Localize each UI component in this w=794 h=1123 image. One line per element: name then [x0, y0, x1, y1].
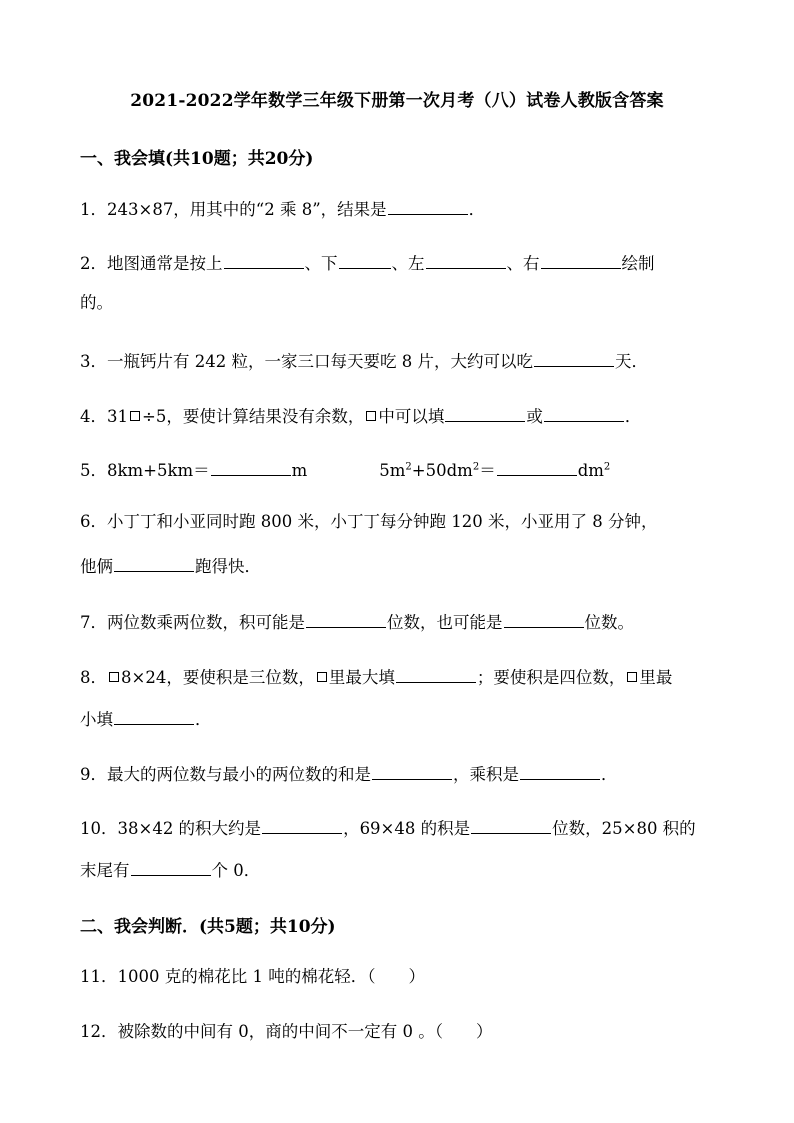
answer-blank[interactable] [114, 553, 194, 572]
question-8-text-d: ；要使积是四位数， [476, 668, 626, 687]
superscript: 2 [603, 461, 611, 473]
answer-blank[interactable] [396, 664, 476, 683]
square-placeholder-icon [109, 672, 119, 682]
question-7-text-b: 位数，也可能是 [387, 613, 503, 632]
answer-blank[interactable] [211, 457, 291, 476]
question-6-line1: 6．小丁丁和小亚同时跑 800 米，小丁丁每分钟跑 120 米，小亚用了 8 分钟， [80, 512, 658, 531]
question-5-text-d: +50dm [411, 461, 473, 480]
square-placeholder-icon [130, 411, 140, 421]
question-8-line2 [80, 706, 212, 731]
question-10-text-d: 末尾有 [80, 861, 130, 880]
question-7-text-a: 7．两位数乘两位数，积可能是 [80, 613, 305, 632]
question-5-text-c: 5m [379, 461, 406, 480]
question-8-text-c: 里最大填 [328, 668, 395, 687]
square-placeholder-icon [317, 672, 327, 682]
answer-blank[interactable] [544, 403, 624, 422]
answer-blank[interactable] [131, 857, 211, 876]
question-2-text-e: 绘制 [621, 254, 655, 273]
answer-blank[interactable] [372, 761, 452, 780]
question-11: 11．1000 克的棉花比 1 吨的棉花轻．（ ） [80, 967, 425, 986]
answer-blank[interactable] [426, 250, 506, 269]
question-2-text-a: 2．地图通常是按上 [80, 254, 223, 273]
question-6-text-b: 跑得快． [195, 557, 261, 576]
square-placeholder-icon [627, 672, 637, 682]
question-10-text-a: 10．38×42 的积大约是 [80, 819, 262, 838]
question-5-text-a: 5．8km+5km＝ [80, 461, 210, 480]
question-4-end: ． [624, 407, 642, 426]
question-3-end: 天． [614, 352, 648, 371]
section-heading-judge: 二、我会判断．(共5题；共10分) [80, 917, 336, 937]
superscript: 2 [405, 461, 412, 473]
answer-blank[interactable] [534, 348, 614, 367]
question-7-text-c: 位数。 [584, 613, 634, 632]
answer-blank[interactable] [114, 706, 194, 725]
answer-blank[interactable] [306, 609, 386, 628]
answer-blank[interactable] [541, 250, 621, 269]
question-10-text-c: 位数，25×80 积的 [552, 819, 696, 838]
question-2-line2: 的。 [80, 293, 113, 312]
question-4-text-b: ÷5，要使计算结果没有余数， [142, 407, 365, 426]
question-1 [80, 196, 485, 221]
question-3-text: 3．一瓶钙片有 242 粒，一家三口每天要吃 8 片，大约可以吃 [80, 352, 533, 371]
answer-blank[interactable] [445, 403, 525, 422]
question-9-end: ． [601, 765, 618, 784]
question-2-text-c: 、左 [391, 254, 425, 273]
question-7 [80, 609, 634, 634]
section-heading-fill: 一、我会填(共10题；共20分) [80, 149, 314, 169]
question-5-text-b: m [291, 461, 308, 480]
question-8-line1 [80, 664, 672, 689]
question-4-text-c: 中可以填 [378, 407, 445, 426]
superscript: 2 [472, 461, 480, 473]
question-5 [80, 457, 610, 482]
question-9-text-b: ，乘积是 [453, 765, 519, 784]
question-8-text-a: 8． [80, 668, 107, 687]
question-6-line2 [80, 553, 261, 578]
question-2 [80, 250, 655, 275]
answer-blank[interactable] [388, 196, 468, 215]
page-title: 2021-2022学年数学三年级下册第一次月考（八）试卷人教版含答案 [130, 91, 664, 111]
answer-blank[interactable] [339, 250, 391, 269]
question-10-text-b: ，69×48 的积是 [343, 819, 471, 838]
answer-blank[interactable] [262, 815, 342, 834]
square-placeholder-icon [366, 411, 376, 421]
question-8-text-f: 小填 [80, 710, 113, 729]
question-9 [80, 761, 618, 786]
answer-blank[interactable] [224, 250, 304, 269]
answer-blank[interactable] [497, 457, 577, 476]
question-9-text-a: 9．最大的两位数与最小的两位数的和是 [80, 765, 371, 784]
question-1-text: 1．243×87，用其中的“2 乘 8”，结果是 [80, 200, 387, 219]
question-8-end: ． [195, 710, 212, 729]
question-12: 12．被除数的中间有 0，商的中间不一定有 0 。（ ） [80, 1022, 493, 1041]
question-1-end: ． [468, 200, 486, 219]
question-4 [80, 403, 641, 428]
question-8-text-e: 里最 [639, 668, 673, 687]
answer-blank[interactable] [471, 815, 551, 834]
question-8-text-b: 8×24，要使积是三位数， [121, 668, 315, 687]
question-10-line1 [80, 815, 696, 840]
question-4-text-a: 4．31 [80, 407, 128, 426]
question-2-text-d: 、右 [506, 254, 540, 273]
question-5-text-f: dm [577, 461, 604, 480]
question-10-text-e: 个 0． [211, 861, 261, 880]
question-10-line2 [80, 857, 260, 882]
answer-blank[interactable] [520, 761, 600, 780]
question-2-text-b: 、下 [304, 254, 338, 273]
question-5-text-e: ＝ [479, 461, 496, 480]
question-3 [80, 348, 648, 373]
question-4-text-d: 或 [526, 407, 543, 426]
question-6-text-a: 他俩 [80, 557, 113, 576]
answer-blank[interactable] [504, 609, 584, 628]
